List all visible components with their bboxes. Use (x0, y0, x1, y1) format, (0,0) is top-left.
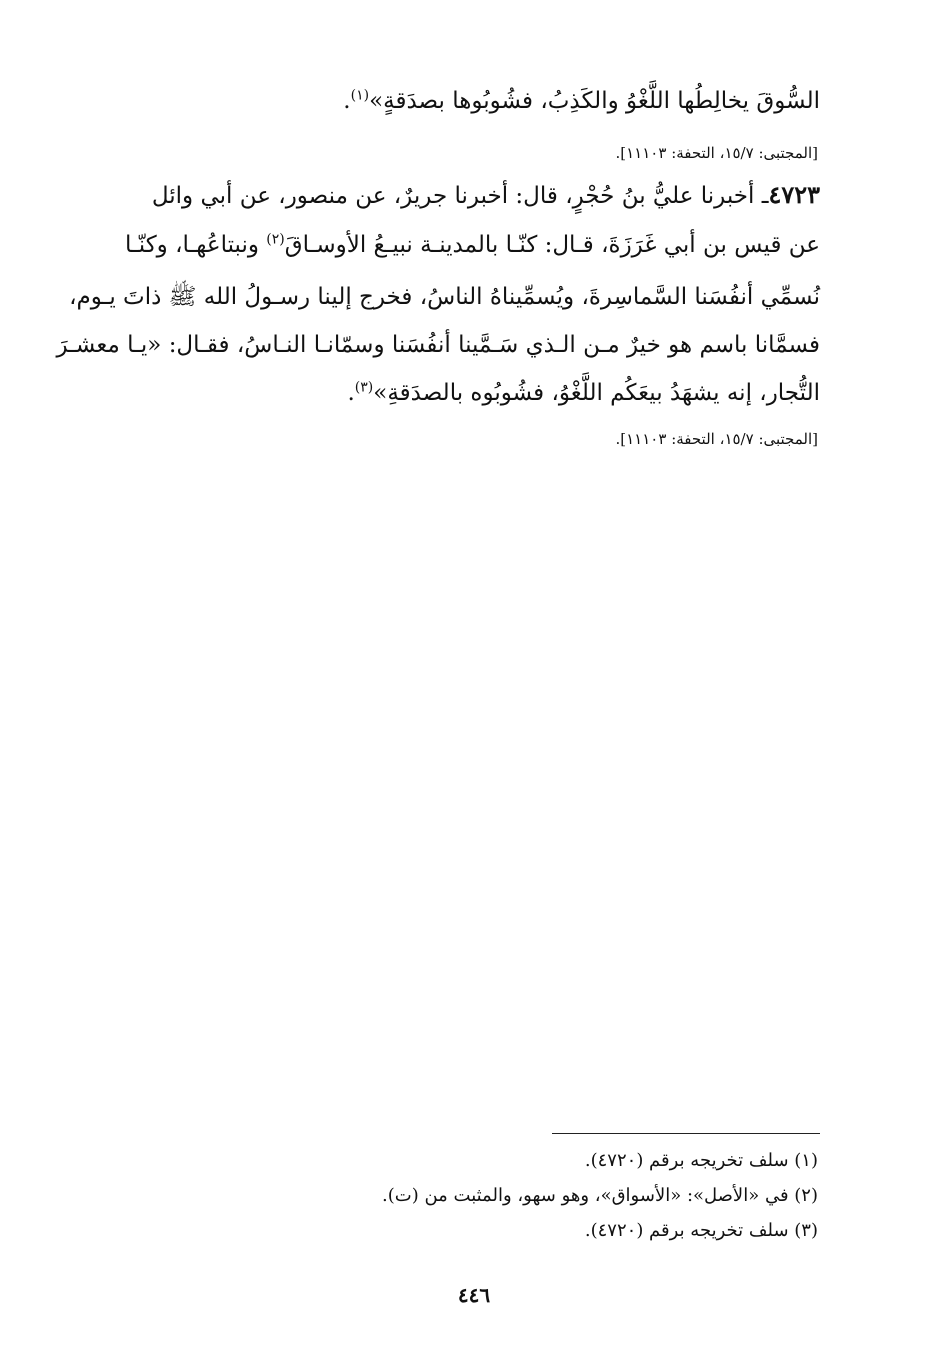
footnote-3: (٣) سلف تخريجه برقم (٤٧٢٠). (584, 1220, 818, 1241)
footnote-1: (١) سلف تخريجه برقم (٤٧٢٠). (584, 1150, 818, 1171)
hadith-line-5 (128, 378, 820, 408)
continuation-line (128, 86, 820, 116)
hadith-line-4: فسمَّانا باسم هو خيرٌ مـن الـذي سَـمَّينا أنفُسَنا وسمّانـا النـاسُ، فقـال: «يـا معشـرَ (56, 332, 820, 358)
continuation-end: . (343, 88, 351, 114)
footnote-marker-2: (٢) (266, 231, 285, 248)
footnote-2: (٢) في «الأصل»: «الأسواق»، وهو سهو، والمثبت من (ت). (382, 1185, 818, 1206)
continuation-text: السُّوقَ يخالِطُها اللَّغْوُ والكَذِبُ، فشُوبُوها بصدَقةٍ» (369, 88, 820, 114)
hadith-line-5-text: التُّجار، إنه يشهَدُ بيعَكُم اللَّغْوُ، فشُوبُوه بالصدَقةِ» (373, 380, 820, 406)
footnote-divider (552, 1133, 820, 1134)
reference-line-2: [المجتبى: ١٥/٧، التحفة: ١١١٠٣]. (615, 430, 818, 448)
footnote-marker-1: (١) (350, 87, 370, 104)
hadith-line-2-text: عن قيس بن أبي غَرَزَةَ، قـال: كنّـا بالمدينـة نبيـعُ الأوسـاقَ (284, 232, 820, 258)
hadith-line-1 (128, 180, 820, 211)
hadith-line-5-end: . (347, 380, 355, 406)
footnote-marker-3: (٣) (354, 379, 374, 396)
hadith-line-3: نُسمِّي أنفُسَنا السَّماسِرةَ، ويُسمِّيناهُ الناسُ، فخرج إلينا رسـولُ الله ﷺ ذاتَ يـوم، (69, 284, 820, 310)
page-number: ٤٤٦ (457, 1283, 491, 1307)
hadith-line-2 (125, 230, 820, 260)
hadith-line-1-text: ـ أخبرنا عليُّ بنُ حُجْرٍ، قال: أخبرنا جريرٌ، عن منصور، عن أبي وائل (151, 183, 769, 209)
hadith-number: ٤٧٢٣ (768, 180, 820, 209)
reference-line-1: [المجتبى: ١٥/٧، التحفة: ١١١٠٣]. (615, 144, 818, 162)
hadith-line-2-tail: ونبتاعُهـا، وكنّـا (125, 232, 267, 258)
